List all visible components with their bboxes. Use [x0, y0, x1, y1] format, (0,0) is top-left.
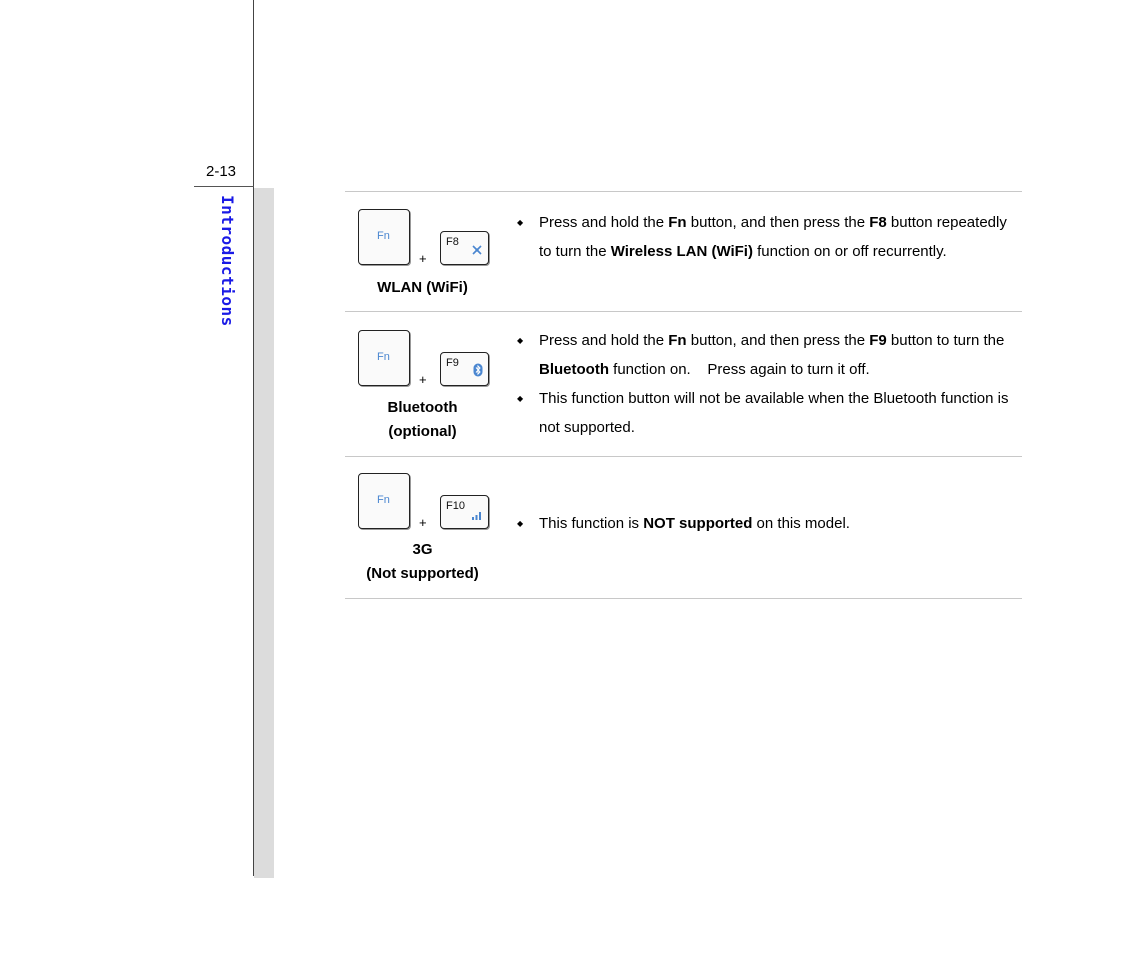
plus-sign: + — [419, 251, 427, 266]
text-run: This function is — [539, 515, 644, 532]
plus-sign: + — [419, 372, 427, 387]
key-combo — [357, 209, 491, 269]
key-combo — [357, 330, 491, 390]
key-caption — [345, 538, 500, 586]
f8-key-label: F8 — [446, 236, 459, 248]
caption-line: Bluetooth — [387, 399, 458, 416]
caption-line: (optional) — [388, 423, 457, 440]
table-row-wlan — [345, 191, 1022, 311]
description — [517, 326, 1017, 442]
text-run-bold: NOT supported — [643, 515, 753, 532]
text-run: This function button will not be available when the Bluetooth function is not supported. — [539, 390, 1009, 436]
table-row-bluetooth — [345, 311, 1022, 456]
fn-key-label: Fn — [377, 494, 390, 506]
bullet-item — [517, 326, 1017, 384]
f9-key — [440, 352, 489, 386]
bluetooth-icon — [473, 363, 483, 382]
table-row-3g — [345, 456, 1022, 599]
side-band — [254, 188, 274, 878]
f9-key-label: F9 — [446, 357, 459, 369]
text-run: Press and hold the — [539, 332, 669, 349]
key-combo — [357, 473, 491, 533]
header-rule — [194, 186, 254, 187]
caption-line: WLAN (WiFi) — [377, 279, 468, 296]
key-caption — [345, 276, 500, 300]
f10-key-label: F10 — [446, 500, 465, 512]
text-run-bold: Fn — [668, 214, 687, 231]
text-run: function on or off recurrently. — [752, 243, 947, 260]
3g-signal-icon — [471, 507, 483, 525]
bullet-item — [517, 208, 1017, 266]
key-caption — [345, 396, 500, 444]
text-run-bold: Wireless LAN (WiFi) — [610, 243, 753, 260]
text-run: Press and hold the — [539, 214, 669, 231]
fn-key-label: Fn — [377, 230, 390, 242]
caption-line: 3G — [412, 541, 433, 558]
bullet-item — [517, 509, 1017, 538]
description — [517, 208, 1017, 266]
text-run: function on. Press again to turn it off. — [608, 361, 870, 378]
bullet-item — [517, 384, 1017, 442]
text-run-bold: Fn — [668, 332, 687, 349]
text-run: button to turn the — [886, 332, 1005, 349]
text-run: button, and then press the — [686, 214, 870, 231]
plus-sign: + — [419, 515, 427, 530]
fn-key — [358, 330, 410, 386]
text-run-bold: Bluetooth — [539, 361, 609, 378]
wifi-antenna-icon — [471, 243, 483, 261]
text-run-bold: F9 — [869, 332, 887, 349]
text-run: on this model. — [752, 515, 850, 532]
fn-key — [358, 209, 410, 265]
section-title: Introductions — [218, 195, 237, 327]
text-run: button repeatedly to turn the — [539, 214, 1007, 260]
fn-key-label: Fn — [377, 351, 390, 363]
fn-key — [358, 473, 410, 529]
f10-key — [440, 495, 489, 529]
caption-line: (Not supported) — [366, 565, 479, 582]
text-run-bold: F8 — [869, 214, 887, 231]
page-number: 2-13 — [206, 163, 237, 180]
description — [517, 509, 1017, 538]
text-run: button, and then press the — [686, 332, 870, 349]
f8-key — [440, 231, 489, 265]
